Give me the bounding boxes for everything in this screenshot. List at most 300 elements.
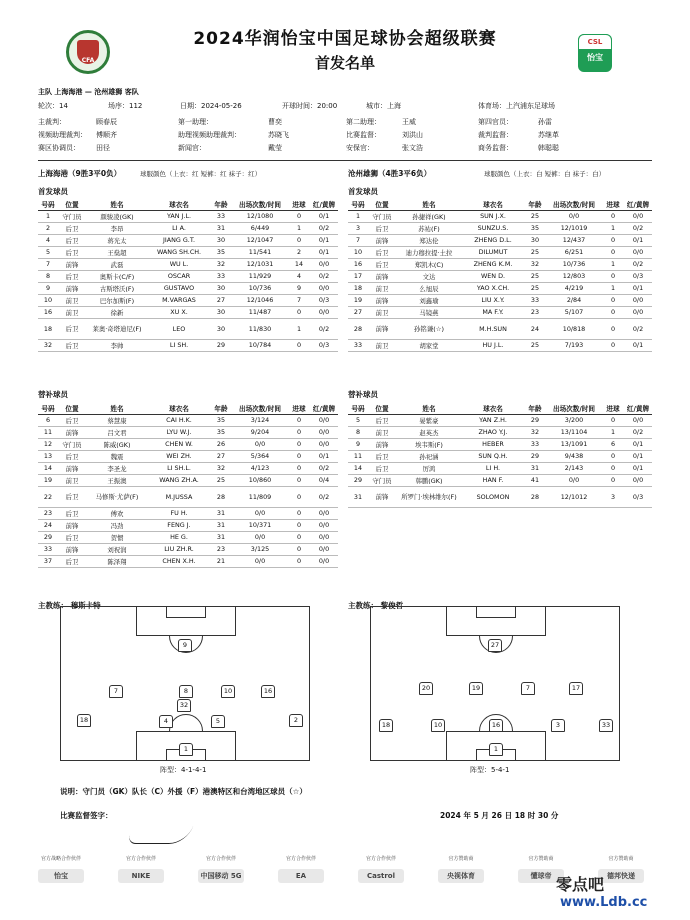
table-cell: 前锋	[368, 318, 396, 339]
table-cell: 32	[210, 462, 232, 474]
table-cell: 8	[38, 270, 58, 282]
table-cell: HAN F.	[462, 474, 524, 486]
table-row	[38, 246, 338, 258]
sponsor-logo-icon: 央视体育	[438, 869, 484, 883]
away-formation-pitch	[370, 606, 620, 761]
table-cell: 后卫	[368, 258, 396, 270]
table-cell: 25	[210, 474, 232, 486]
table-cell: 25	[524, 246, 546, 258]
sponsor-item	[30, 855, 92, 880]
table-row	[348, 426, 652, 438]
player-shirt-icon: 18	[379, 719, 393, 732]
table-cell: 14	[288, 258, 310, 270]
table-cell: 35	[210, 426, 232, 438]
table-cell: WU L.	[148, 258, 210, 270]
table-cell: 0/0	[310, 258, 338, 270]
table-cell: 前锋	[368, 234, 396, 246]
home-subs-label: 替补球员	[38, 390, 68, 399]
official-name: 孙雷	[538, 118, 552, 126]
table-cell: 前锋	[58, 519, 86, 531]
column-header: 号码	[348, 403, 368, 414]
table-cell: 14	[38, 462, 58, 474]
table-cell: 前卫	[368, 282, 396, 294]
round: 轮次：14	[38, 102, 68, 110]
table-cell: 颜骏凌(GK)	[86, 210, 148, 222]
column-header: 位置	[58, 199, 86, 210]
table-row	[38, 270, 338, 282]
table-cell: 苏祐(F)	[396, 222, 462, 234]
sponsor-logo-icon: EA	[278, 869, 324, 883]
table-cell: 2/84	[546, 294, 602, 306]
table-cell: 35	[210, 246, 232, 258]
table-cell: 10/736	[232, 282, 288, 294]
table-row	[38, 450, 338, 462]
table-cell: LIU ZH.R.	[148, 543, 210, 555]
table-cell: 马镜燕	[396, 306, 462, 318]
away-starters-label: 首发球员	[348, 187, 378, 196]
table-cell: 2	[38, 222, 58, 234]
table-cell: 23	[524, 306, 546, 318]
table-cell: CHEN X.H.	[148, 555, 210, 567]
column-header: 姓名	[396, 199, 462, 210]
column-header: 姓名	[86, 403, 148, 414]
table-cell: 0	[288, 450, 310, 462]
table-cell: 6/251	[546, 246, 602, 258]
sponsor-logo-icon: 中国移动 5G	[198, 869, 244, 883]
official-role: 第四官员：	[478, 118, 513, 126]
table-cell: SUNZU.S.	[462, 222, 524, 234]
table-row	[348, 294, 652, 306]
table-cell: 0/2	[624, 222, 652, 234]
home-subs-table	[38, 403, 338, 568]
table-cell: 前锋	[58, 462, 86, 474]
table-cell: 0/0	[310, 426, 338, 438]
table-cell: 1	[348, 210, 368, 222]
table-cell: 蔡慧康	[86, 414, 148, 426]
table-cell: 么旭辰	[396, 282, 462, 294]
player-shirt-icon: 10	[431, 719, 445, 732]
away-starters-table	[348, 199, 652, 352]
table-cell: 0	[602, 246, 624, 258]
table-cell: 5	[38, 246, 58, 258]
table-cell: 0/0	[310, 414, 338, 426]
table-row	[38, 474, 338, 486]
table-cell: 25	[524, 270, 546, 282]
table-cell: WEI ZH.	[148, 450, 210, 462]
table-cell: 16	[38, 306, 58, 318]
table-cell: DILUMUT	[462, 246, 524, 258]
away-team-name: 沧州雄狮（4胜3平6负）	[348, 169, 432, 178]
table-row	[38, 282, 338, 294]
table-cell: 30	[524, 234, 546, 246]
table-cell: 6	[38, 414, 58, 426]
table-cell: 29	[38, 531, 58, 543]
table-cell: 35	[524, 222, 546, 234]
table-cell: 前锋	[368, 270, 396, 282]
table-cell: 11/809	[232, 486, 288, 507]
home-starters-label: 首发球员	[38, 187, 68, 196]
table-cell: 12/1019	[546, 222, 602, 234]
table-row	[348, 450, 652, 462]
table-cell: 3	[348, 222, 368, 234]
official-role: 裁判监督：	[478, 131, 513, 139]
table-cell: 蒋光太	[86, 234, 148, 246]
table-cell: 0/1	[624, 282, 652, 294]
table-row	[38, 294, 338, 306]
table-cell: 5/107	[546, 306, 602, 318]
table-cell: 0/0	[546, 474, 602, 486]
table-cell: 3	[602, 486, 624, 507]
table-cell: 晏紫豪	[396, 414, 462, 426]
table-cell: 19	[38, 474, 58, 486]
table-cell: 32	[38, 339, 58, 351]
official-role: 第一助理：	[178, 118, 213, 126]
player-shirt-icon: 9	[178, 639, 192, 652]
table-cell: 0/0	[232, 531, 288, 543]
table-cell: 10/818	[546, 318, 602, 339]
stadium: 体育场：上汽浦东足球场	[478, 102, 555, 110]
table-cell: 0/0	[546, 210, 602, 222]
table-cell: 12/1046	[232, 294, 288, 306]
table-cell: 0	[602, 450, 624, 462]
table-cell: 后卫	[58, 339, 86, 351]
home-starters-table	[38, 199, 338, 352]
table-cell: 0/2	[310, 318, 338, 339]
table-cell: 0	[602, 339, 624, 351]
table-cell: 0/0	[310, 507, 338, 519]
table-cell: 0/0	[624, 210, 652, 222]
official-name: 顾春辰	[96, 118, 117, 126]
table-cell: 18	[348, 282, 368, 294]
table-cell: 0/0	[624, 414, 652, 426]
official-role: 比赛监督：	[346, 131, 381, 139]
table-cell: 41	[524, 474, 546, 486]
table-cell: M.H.SUN	[462, 318, 524, 339]
table-cell: 刘鑫瑜	[396, 294, 462, 306]
table-cell: 28	[348, 318, 368, 339]
table-cell: 0	[602, 294, 624, 306]
table-cell: CHEN W.	[148, 438, 210, 450]
table-cell: 前卫	[58, 306, 86, 318]
sponsor-item	[270, 855, 332, 880]
table-cell: 31	[348, 486, 368, 507]
table-cell: 7/193	[546, 339, 602, 351]
table-cell: 0	[288, 543, 310, 555]
table-cell: 0	[288, 519, 310, 531]
table-cell: 0/1	[624, 234, 652, 246]
table-cell: 冯劲	[86, 519, 148, 531]
sponsor-item	[510, 855, 572, 880]
table-cell: 文达	[396, 270, 462, 282]
table-cell: 武磊	[86, 258, 148, 270]
table-cell: 0/3	[310, 339, 338, 351]
column-header: 号码	[38, 403, 58, 414]
table-cell: 守门员	[368, 474, 396, 486]
table-cell: 后卫	[368, 450, 396, 462]
table-row	[348, 474, 652, 486]
table-cell: 0	[602, 270, 624, 282]
table-cell: 0/2	[310, 222, 338, 234]
column-header: 红/黄牌	[310, 403, 338, 414]
table-cell: 前卫	[368, 426, 396, 438]
table-cell: LIU X.Y.	[462, 294, 524, 306]
signed-datetime: 2024 年 5 月 26 日 18 时 30 分	[440, 811, 559, 820]
table-cell: 24	[524, 318, 546, 339]
table-cell: 后卫	[58, 531, 86, 543]
page-subtitle: 首发名单	[314, 54, 375, 72]
table-cell: 0/1	[310, 210, 338, 222]
column-header: 球衣名	[148, 199, 210, 210]
table-cell: 0/3	[310, 294, 338, 306]
table-cell: 0	[288, 414, 310, 426]
table-row	[38, 507, 338, 519]
table-cell: 孙铭谦(☆)	[396, 318, 462, 339]
table-cell: FENG J.	[148, 519, 210, 531]
home-team-name: 上海海港（9胜3平0负）	[38, 169, 122, 178]
table-cell: 陈威(GK)	[86, 438, 148, 450]
table-cell: 后卫	[368, 246, 396, 258]
table-cell: 0	[288, 486, 310, 507]
table-cell: 后卫	[368, 222, 396, 234]
column-header: 号码	[348, 199, 368, 210]
table-cell: 2	[288, 246, 310, 258]
table-cell: 前锋	[368, 438, 396, 450]
table-cell: 傅欢	[86, 507, 148, 519]
player-shirt-icon: 1	[179, 743, 193, 756]
table-cell: 刘祝润	[86, 543, 148, 555]
official-name: 张文浩	[402, 144, 423, 152]
player-shirt-icon: 17	[569, 682, 583, 695]
csl-logo-bottom: 怡宝	[587, 53, 603, 62]
table-cell: 0	[602, 462, 624, 474]
match-no: 场序：112	[108, 102, 143, 110]
table-cell: 31	[524, 462, 546, 474]
column-header: 出场次数/时间	[232, 199, 288, 210]
table-row	[348, 234, 652, 246]
table-cell: ZHENG D.L.	[462, 234, 524, 246]
table-cell: 0/0	[310, 282, 338, 294]
table-cell: 0	[602, 414, 624, 426]
table-row	[38, 222, 338, 234]
home-formation: 阵型：4-1-4-1	[160, 766, 207, 774]
table-cell: 前锋	[58, 426, 86, 438]
table-cell: 3/124	[232, 414, 288, 426]
table-cell: 前锋	[368, 294, 396, 306]
column-header: 位置	[368, 403, 396, 414]
column-header: 年龄	[210, 199, 232, 210]
table-cell: 后卫	[368, 414, 396, 426]
table-cell: 27	[348, 306, 368, 318]
table-cell: 30	[210, 318, 232, 339]
teams-line: 主队 上海海港 — 沧州雄狮 客队	[38, 88, 139, 96]
table-cell: 23	[210, 543, 232, 555]
table-cell: 10/736	[546, 258, 602, 270]
table-cell: CAI H.K.	[148, 414, 210, 426]
table-cell: 4	[288, 270, 310, 282]
table-cell: 10/860	[232, 474, 288, 486]
player-shirt-icon: 16	[489, 719, 503, 732]
table-cell: LEO	[148, 318, 210, 339]
table-cell: 33	[38, 543, 58, 555]
table-row	[38, 210, 338, 222]
table-cell: 厉鸿	[396, 462, 462, 474]
table-cell: 0/3	[624, 270, 652, 282]
csl-logo-icon	[578, 34, 612, 72]
table-row	[38, 555, 338, 567]
table-cell: 9	[348, 438, 368, 450]
player-shirt-icon: 10	[221, 685, 235, 698]
away-kit: 球服颜色（上衣：白 短裤：白 袜子：白）	[484, 170, 606, 178]
table-cell: LI SH.	[148, 339, 210, 351]
sponsor-item	[430, 855, 492, 880]
table-cell: 3/125	[232, 543, 288, 555]
official-role: 第二助理：	[346, 118, 381, 126]
table-row	[348, 306, 652, 318]
table-cell: 赵英杰	[396, 426, 462, 438]
table-cell: 4/219	[546, 282, 602, 294]
table-row	[38, 426, 338, 438]
table-cell: 马修斯·尤萨(F)	[86, 486, 148, 507]
table-cell: 巴尔加斯(F)	[86, 294, 148, 306]
table-cell: LYU W.J.	[148, 426, 210, 438]
column-header: 年龄	[210, 403, 232, 414]
table-cell: 守门员	[58, 438, 86, 450]
table-cell: FU H.	[148, 507, 210, 519]
table-cell: 11/830	[232, 318, 288, 339]
table-cell: 9	[38, 282, 58, 294]
table-cell: 韩鹏(GK)	[396, 474, 462, 486]
table-cell: 7	[348, 234, 368, 246]
player-shirt-icon: 5	[211, 715, 225, 728]
table-cell: 32	[524, 258, 546, 270]
table-cell: 35	[210, 414, 232, 426]
table-cell: 贺惯	[86, 531, 148, 543]
signature-drawing	[127, 826, 194, 844]
table-cell: 李昂	[86, 222, 148, 234]
table-cell: 12/803	[546, 270, 602, 282]
official-name: 韩聪聪	[538, 144, 559, 152]
table-cell: 33	[524, 438, 546, 450]
table-row	[38, 339, 338, 351]
table-cell: 1	[602, 282, 624, 294]
player-shirt-icon: 32	[177, 699, 191, 712]
table-cell: 埃韦斯(F)	[396, 438, 462, 450]
table-cell: 0/1	[624, 438, 652, 450]
table-row	[38, 543, 338, 555]
column-header: 进球	[288, 199, 310, 210]
table-cell: 12/1047	[232, 234, 288, 246]
table-cell: 守门员	[368, 210, 396, 222]
table-cell: 13/1091	[546, 438, 602, 450]
table-cell: 6	[602, 438, 624, 450]
column-header: 出场次数/时间	[546, 199, 602, 210]
table-cell: 17	[348, 270, 368, 282]
table-cell: 7	[288, 294, 310, 306]
table-cell: 12/1031	[232, 258, 288, 270]
table-cell: 后卫	[58, 555, 86, 567]
column-header: 球衣名	[462, 199, 524, 210]
table-row	[38, 519, 338, 531]
table-cell: 吕文君	[86, 426, 148, 438]
table-cell: YAO X.CH.	[462, 282, 524, 294]
table-cell: 1	[38, 210, 58, 222]
table-cell: 后卫	[58, 507, 86, 519]
player-shirt-icon: 18	[77, 714, 91, 727]
column-header: 姓名	[86, 199, 148, 210]
home-formation-pitch	[60, 606, 310, 761]
table-cell: 0/0	[310, 555, 338, 567]
column-header: 红/黄牌	[624, 199, 652, 210]
table-row	[348, 339, 652, 351]
player-shirt-icon: 19	[469, 682, 483, 695]
official-name: 田径	[96, 144, 110, 152]
kickoff: 开球时间：20:00	[282, 102, 338, 110]
sponsor-item	[590, 855, 652, 880]
sponsor-caption: 官方合作伙伴	[285, 856, 316, 862]
table-cell: 1	[602, 258, 624, 270]
column-header: 位置	[368, 199, 396, 210]
table-cell: 22	[38, 486, 58, 507]
cfa-logo-text: CFA	[81, 57, 95, 64]
table-cell: GUSTAVO	[148, 282, 210, 294]
table-cell: 4	[38, 234, 58, 246]
away-subs-table	[348, 403, 652, 508]
table-cell: YAN Z.H.	[462, 414, 524, 426]
table-cell: 3/200	[546, 414, 602, 426]
table-cell: 10/371	[232, 519, 288, 531]
table-cell: 16	[348, 258, 368, 270]
away-coach: 主教练： 黎俊哲	[348, 601, 404, 610]
column-header: 姓名	[396, 403, 462, 414]
table-cell: 29	[348, 474, 368, 486]
column-header: 年龄	[524, 199, 546, 210]
table-cell: 6/449	[232, 222, 288, 234]
table-cell: 12/1080	[232, 210, 288, 222]
table-cell: M.JUSSA	[148, 486, 210, 507]
table-cell: 0/1	[310, 246, 338, 258]
table-row	[38, 438, 338, 450]
sponsor-item	[350, 855, 412, 880]
table-cell: 后卫	[58, 486, 86, 507]
player-shirt-icon: 20	[419, 682, 433, 695]
table-cell: 5/364	[232, 450, 288, 462]
official-role: 新闻官：	[178, 144, 206, 152]
table-cell: 后卫	[58, 450, 86, 462]
table-cell: 11	[348, 450, 368, 462]
csl-logo-top: CSL	[578, 34, 612, 50]
table-cell: 33	[524, 294, 546, 306]
table-cell: 0/4	[310, 474, 338, 486]
table-cell: LI SH.L.	[148, 462, 210, 474]
table-cell: 郑达伦	[396, 234, 462, 246]
sponsor-caption: 官方合作伙伴	[205, 856, 236, 862]
divider	[38, 160, 652, 161]
table-row	[348, 222, 652, 234]
table-cell: 29	[210, 339, 232, 351]
table-cell: 9	[288, 282, 310, 294]
watermark: 零点吧	[556, 875, 605, 894]
table-cell: HE G.	[148, 531, 210, 543]
sponsor-logo-icon: 懂球帝	[518, 869, 564, 883]
table-cell: 27	[210, 450, 232, 462]
sponsor-caption: 官方战略合作伙伴	[40, 856, 81, 862]
table-cell: MA F.Y.	[462, 306, 524, 318]
table-cell: 10	[348, 246, 368, 258]
player-shirt-icon: 16	[261, 685, 275, 698]
official-role: 视频助理裁判：	[38, 131, 87, 139]
table-cell: 魏震	[86, 450, 148, 462]
table-cell: 33	[348, 339, 368, 351]
